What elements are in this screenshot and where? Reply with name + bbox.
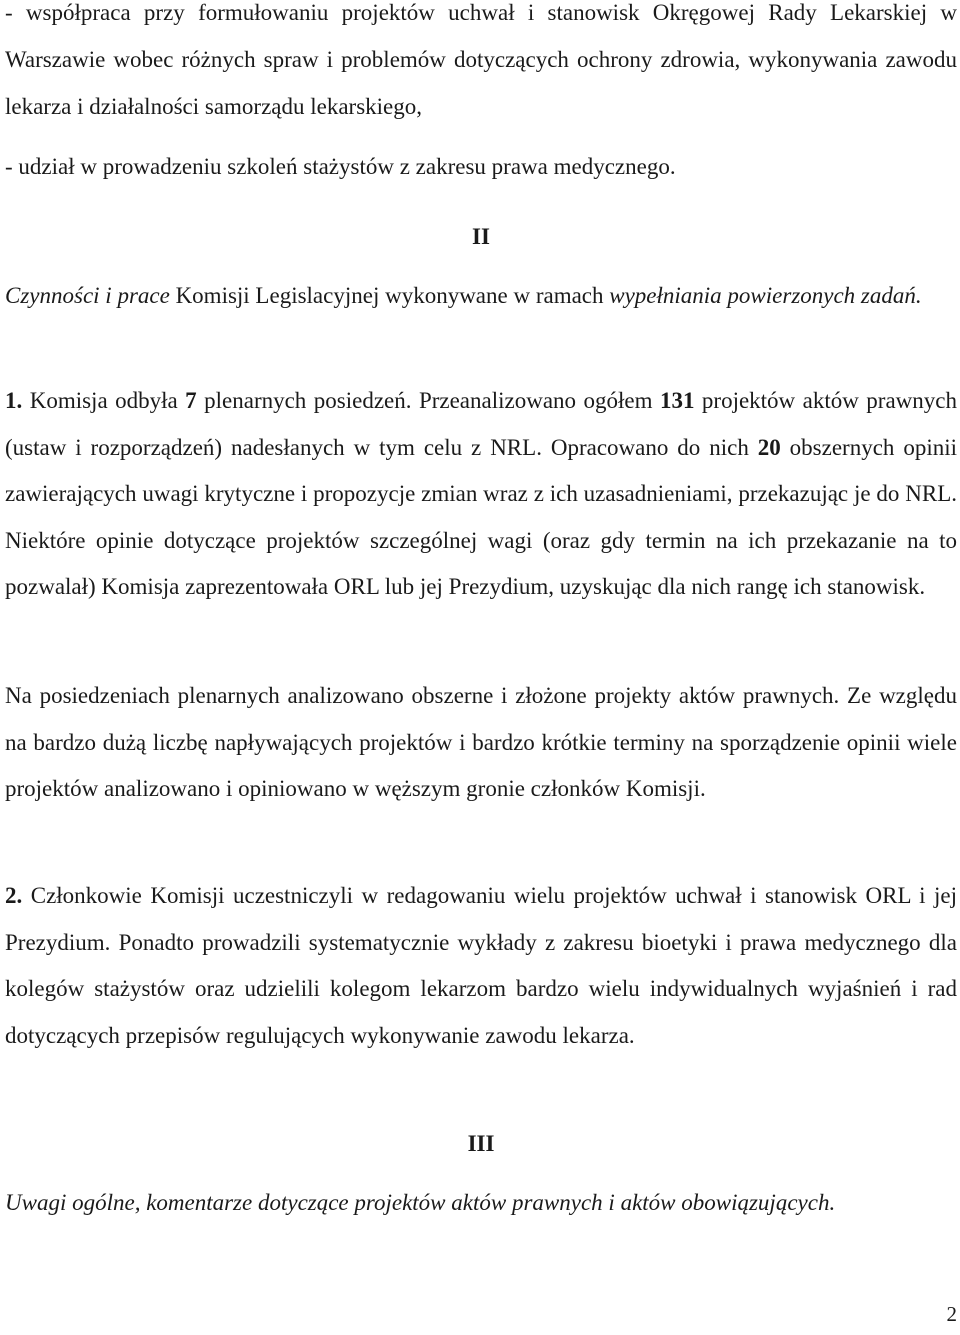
item-1-text-c: projektów aktów prawnych (ustaw i rozporządzeń) nadesłanych w tym celu z NRL. Opracowano do nich	[5, 388, 957, 460]
item-2-text: Członkowie Komisji uczestniczyli w redagowaniu wielu projektów uchwał i stanowisk ORL i jej Prezydium. Ponadto prowadzili systematycznie wykłady z zakresu bioetyki i prawa medycznego dla kolegów stażystów oraz udzielili kolegom lekarzom bardzo wielu indywidualnych wyjaśnień i rad dotyczących przepisów regulujących wykonywanie zawodu lekarza.	[5, 883, 957, 1048]
item-1-number: 1.	[5, 388, 23, 413]
opinions-count: 20	[757, 434, 781, 460]
intro-italic-1: Czynności i prace	[5, 283, 170, 308]
projects-count: 131	[659, 388, 695, 413]
item-2-paragraph	[5, 873, 957, 1059]
list-item-training: - udział w prowadzeniu szkoleń stażystów z zakresu prawa medycznego.	[5, 154, 676, 179]
section-heading-ii: II	[472, 224, 490, 249]
item-1-text-d: obszernych opinii zawierających uwagi krytyczne i propozycje zmian wraz z ich uzasadnieniami, przekazując je do NRL. Niektóre opinie dotyczące projektów szczególnej wagi (oraz gdy termin na ich przekazanie na to pozwalał) Komisja zaprezentowała ORL lub jej Prezydium, uzyskując dla nich rangę ich stanowisk.	[5, 434, 958, 599]
item-1-text-a: Komisja odbyła	[22, 388, 186, 413]
intro-regular: Komisji Legislacyjnej wykonywane w ramach	[169, 283, 610, 308]
section-iii-intro: Uwagi ogólne, komentarze dotyczące projektów aktów prawnych i aktów obowiązujących.	[5, 1190, 836, 1215]
sessions-count: 7	[185, 388, 197, 413]
plenary-paragraph: Na posiedzeniach plenarnych analizowano obszerne i złożone projekty aktów prawnych. Ze względu na bardzo dużą liczbę napływających projektów i bardzo krótkie terminy na sporządzenie opinii wiele projektów analizowano i opiniowano w węższym gronie członków Komisji.	[5, 683, 957, 801]
section-heading-iii: III	[467, 1131, 495, 1156]
page-number: 2	[946, 1302, 957, 1326]
section-ii-intro	[5, 272, 957, 319]
intro-italic-2: wypełniania powierzonych zadań.	[609, 283, 922, 308]
item-1-text-b: plenarnych posiedzeń. Przeanalizowano ogółem	[196, 388, 660, 413]
list-item-cooperation: - współpraca przy formułowaniu projektów uchwał i stanowisk Okręgowej Rady Lekarskiej w Warszawie wobec różnych spraw i problemów dotyczących ochrony zdrowia, wykonywania zawodu lekarza i działalności samorządu lekarskiego,	[5, 0, 957, 119]
item-1-paragraph	[5, 378, 957, 611]
item-2-number: 2.	[5, 883, 23, 908]
